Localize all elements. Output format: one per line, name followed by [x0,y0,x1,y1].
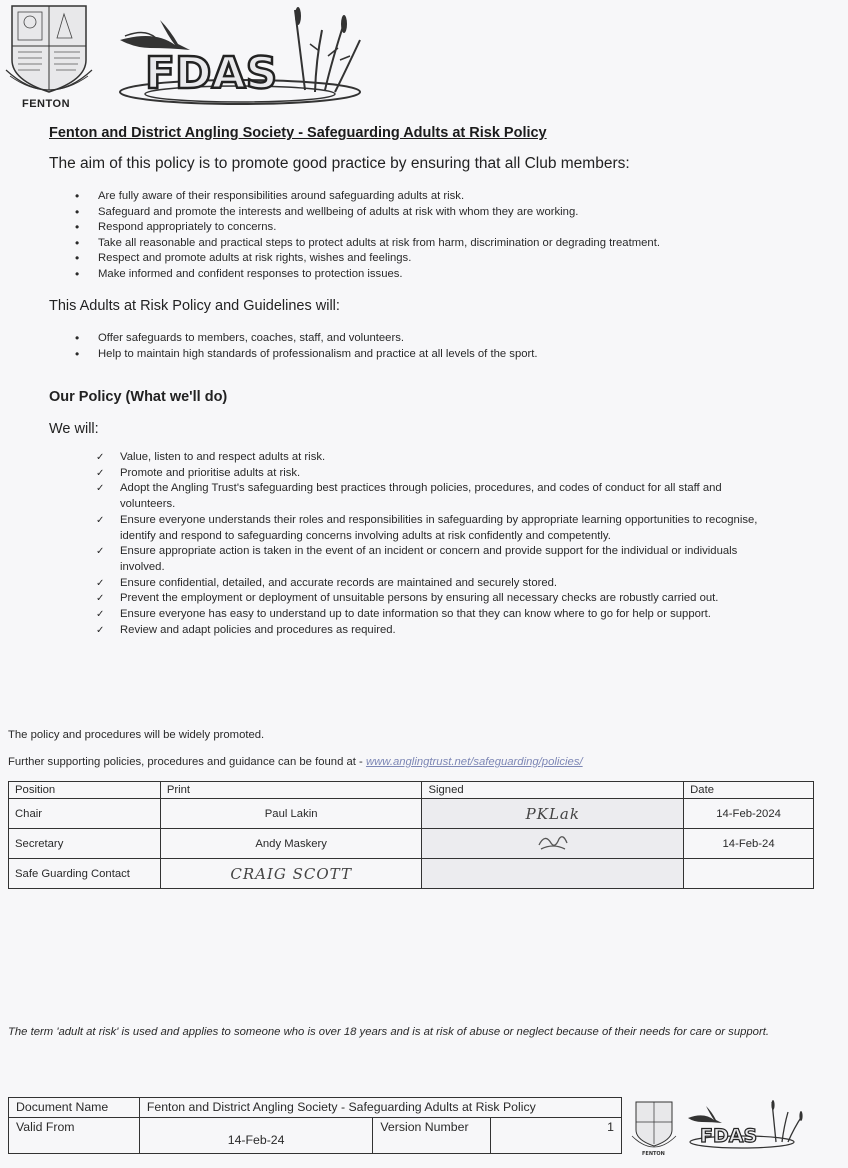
signed-cell [422,799,684,829]
signed-cell [422,859,684,889]
list-item: ✓ Review and adapt policies and procedures as required. [94,623,766,639]
list-item: ✓ Ensure everyone understands their roles and responsibilities in safeguarding by appropriate learning opportunities to recognise, identify and respond to safeguarding concerns involving adults at risk confidently and competently. [94,513,766,544]
list-item: • Are fully aware of their responsibilities around safeguarding adults at risk. [72,189,772,205]
print-cell: Andy Maskery [160,829,422,859]
list-item: ✓ Adopt the Angling Trust's safeguarding best practices through policies, procedures, and codes of conduct for all staff and volunteers. [94,481,766,512]
position-cell: Safe Guarding Contact [9,859,161,889]
promoted-text: The policy and procedures will be widely promoted. [8,729,265,741]
fdas-logo [100,0,400,110]
list-item: • Respect and promote adults at risk rights, wishes and feelings. [72,251,772,267]
further-guidance-label: Further supporting policies, procedures and guidance can be found at - [8,756,366,768]
list-item: • Respond appropriately to concerns. [72,220,772,236]
list-item: • Offer safeguards to members, coaches, staff, and volunteers. [72,331,772,347]
print-cell [160,859,422,889]
date-cell: 14-Feb-24 [684,829,814,859]
list-item: • Safeguard and promote the interests and wellbeing of adults at risk with whom they are working. [72,205,772,221]
column-header-date: Date [684,782,814,799]
guidelines-heading: This Adults at Risk Policy and Guidelines will: [49,298,340,314]
list-item: ✓ Ensure appropriate action is taken in the event of an incident or concern and provide support for the individual or individuals involved. [94,544,766,575]
position-cell: Secretary [9,829,161,859]
date-cell: 14-Feb-2024 [684,799,814,829]
signature-table [8,781,814,889]
we-will-heading: We will: [49,421,99,437]
doc-name-label: Document Name [9,1098,140,1118]
safeguarding-policies-link[interactable]: www.anglingtrust.net/safeguarding/policies/ [365,756,583,768]
guidelines-bullet-list [72,331,772,362]
column-header-position: Position [9,782,161,799]
valid-from-value: 14-Feb-24 [139,1118,373,1154]
fdas-logo-text: FDAS [145,48,278,99]
date-cell [684,859,814,889]
list-item: ✓ Value, listen to and respect adults at risk. [94,450,766,466]
document-info-table [8,1097,622,1154]
column-header-print: Print [160,782,422,799]
valid-from-label: Valid From [9,1118,140,1154]
list-item: • Make informed and confident responses to protection issues. [72,267,772,283]
footer-fdas-logo [682,1098,810,1152]
version-label: Version Number [373,1118,491,1154]
handwritten-name: CRAIG SCOTT [230,864,352,883]
list-item: • Take all reasonable and practical steps to protect adults at risk from harm, discrimination or degrading treatment. [72,236,772,252]
table-row [9,829,814,859]
signed-cell [422,829,684,859]
list-item: ✓ Ensure everyone has easy to understand up to date information so that they can know where to go for help or support. [94,607,766,623]
doc-name-value: Fenton and District Angling Society - Safeguarding Adults at Risk Policy [139,1098,621,1118]
aim-bullet-list [72,189,772,283]
print-cell: Paul Lakin [160,799,422,829]
table-row [9,859,814,889]
crest-name: FENTON [22,98,71,110]
table-row [9,799,814,829]
policy-heading: Our Policy (What we'll do) [49,389,228,405]
footer-fdas-text: FDAS [700,1125,758,1147]
further-guidance-text [8,756,583,768]
footer-crest-name: FENTON [642,1151,665,1156]
signature: PKLak [525,804,580,823]
fenton-crest-logo [2,0,96,112]
list-item: ✓ Promote and prioritise adults at risk. [94,466,766,482]
list-item: • Help to maintain high standards of professionalism and practice at all levels of the sport. [72,347,772,363]
column-header-signed: Signed [422,782,684,799]
we-will-list [94,450,766,638]
list-item: ✓ Prevent the employment or deployment of unsuitable persons by ensuring all necessary checks are robustly carried out. [94,591,766,607]
position-cell: Chair [9,799,161,829]
table-header-row [9,782,814,799]
list-item: ✓ Ensure confidential, detailed, and accurate records are maintained and securely stored. [94,576,766,592]
page-title: Fenton and District Angling Society - Safeguarding Adults at Risk Policy [49,125,547,141]
adult-at-risk-note: The term 'adult at risk' is used and applies to someone who is over 18 years and is at risk of abuse or neglect because of their needs for care or support. [8,1026,769,1038]
signature-scribble-icon [535,831,571,853]
footer-crest-logo [630,1098,678,1156]
version-value: 1 [491,1118,622,1154]
aim-statement: The aim of this policy is to promote good practice by ensuring that all Club members: [49,155,630,172]
